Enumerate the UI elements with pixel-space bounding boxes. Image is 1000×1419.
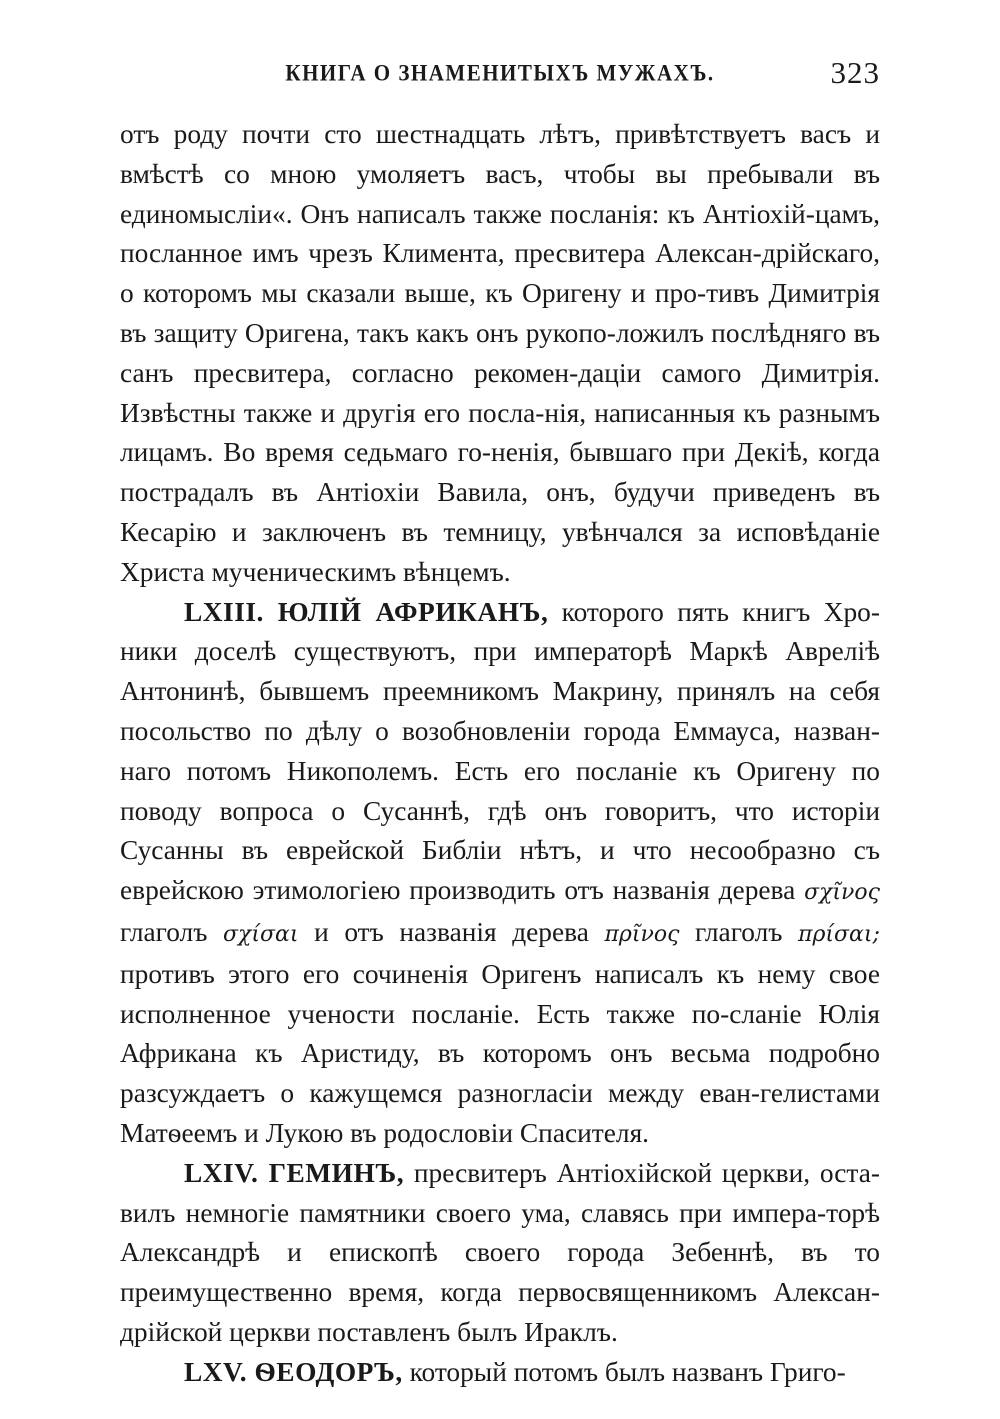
paragraph-text: который потомъ былъ названъ Григо- [409, 1356, 846, 1387]
paragraph-geminus [120, 1154, 880, 1353]
paragraph-text: глаголъ [120, 916, 208, 947]
paragraph-julius-africanus [120, 593, 880, 1154]
book-page [120, 55, 880, 1393]
paragraph-theodore [120, 1353, 880, 1393]
section-heading: LXIV. ГЕМИНЪ, [184, 1157, 405, 1188]
page-number: 323 [830, 55, 880, 90]
paragraph-text: и отъ названія дерева [314, 916, 589, 947]
paragraph-continuation: отъ роду почти сто шестнадцать лѣтъ, привѣтствуетъ васъ и вмѣстѣ со мною умоляетъ васъ, чтобы вы пребывали въ единомысліи«. Онъ написалъ также посланія: къ Антіохій-цамъ, посланное имъ чрезъ Климента, пресвитера Алексан-дрійскаго, о которомъ мы сказали выше, къ Оригену и про-тивъ Димитрія въ защиту Оригена, такъ какъ онъ рукопо-ложилъ послѣдняго въ санъ пресвитера, согласно рекомен-даціи самого Димитрія. Извѣстны также и другія его посла-нія, написанныя къ разнымъ лицамъ. Во время седьмаго го-ненія, бывшаго при Декіѣ, когда пострадалъ въ Антіохіи Вавила, онъ, будучи приведенъ въ Кесарію и заключенъ въ темницу, увѣнчался за исповѣданіе Христа мученическимъ вѣнцемъ. [120, 119, 880, 587]
body-text [120, 115, 880, 1393]
greek-word: πρίσαι; [798, 921, 880, 947]
running-title: КНИГА О ЗНАМЕНИТЫХЪ МУЖАХЪ. [285, 60, 715, 86]
running-header [120, 55, 880, 101]
greek-word: πρῖνος [604, 921, 680, 947]
paragraph-text: противъ этого его сочиненія Оригенъ написалъ къ нему свое исполненное учености посланіе. Есть также по-сланіе Юлія Африкана къ Аристиду, въ которомъ онъ весьма подробно разсуждаетъ о кажущемся разногласіи между еван-гелистами Матѳеемъ и Лукою въ родословіи Спасителя. [120, 958, 880, 1148]
section-heading: LXIII. ЮЛІЙ АФРИКАНЪ, [184, 596, 549, 627]
paragraph-text: глаголъ [695, 916, 783, 947]
paragraph-text: пресвитеръ Антіохійской церкви, оста-вилъ немногіе памятники своего ума, славясь при импера-торѣ Александрѣ и епископѣ своего города Зебеннѣ, въ то преимущественно время, когда первосвященникомъ Алексан-дрійской церкви поставленъ былъ Ираклъ. [120, 1157, 880, 1347]
greek-word: σχῖνος [804, 880, 880, 906]
section-heading: LXV. ѲЕОДОРЪ, [184, 1356, 403, 1387]
greek-word: σχίσαι [222, 921, 299, 947]
paragraph-text: которого пять книгъ Хро-ники доселѣ существуютъ, при императорѣ Маркѣ Аврелiѣ Антонинѣ, бывшемъ преемникомъ Макрину, принялъ на себя посольство по дѣлу о возобновленіи города Еммауса, назван-наго потомъ Никополемъ. Есть его посланіе къ Оригену по поводу вопроса о Сусаннѣ, гдѣ онъ говоритъ, что исторіи Сусанны въ еврейской Библіи нѣтъ, и что несообразно съ еврейскою этимологіею производить отъ названія дерева [120, 596, 880, 906]
